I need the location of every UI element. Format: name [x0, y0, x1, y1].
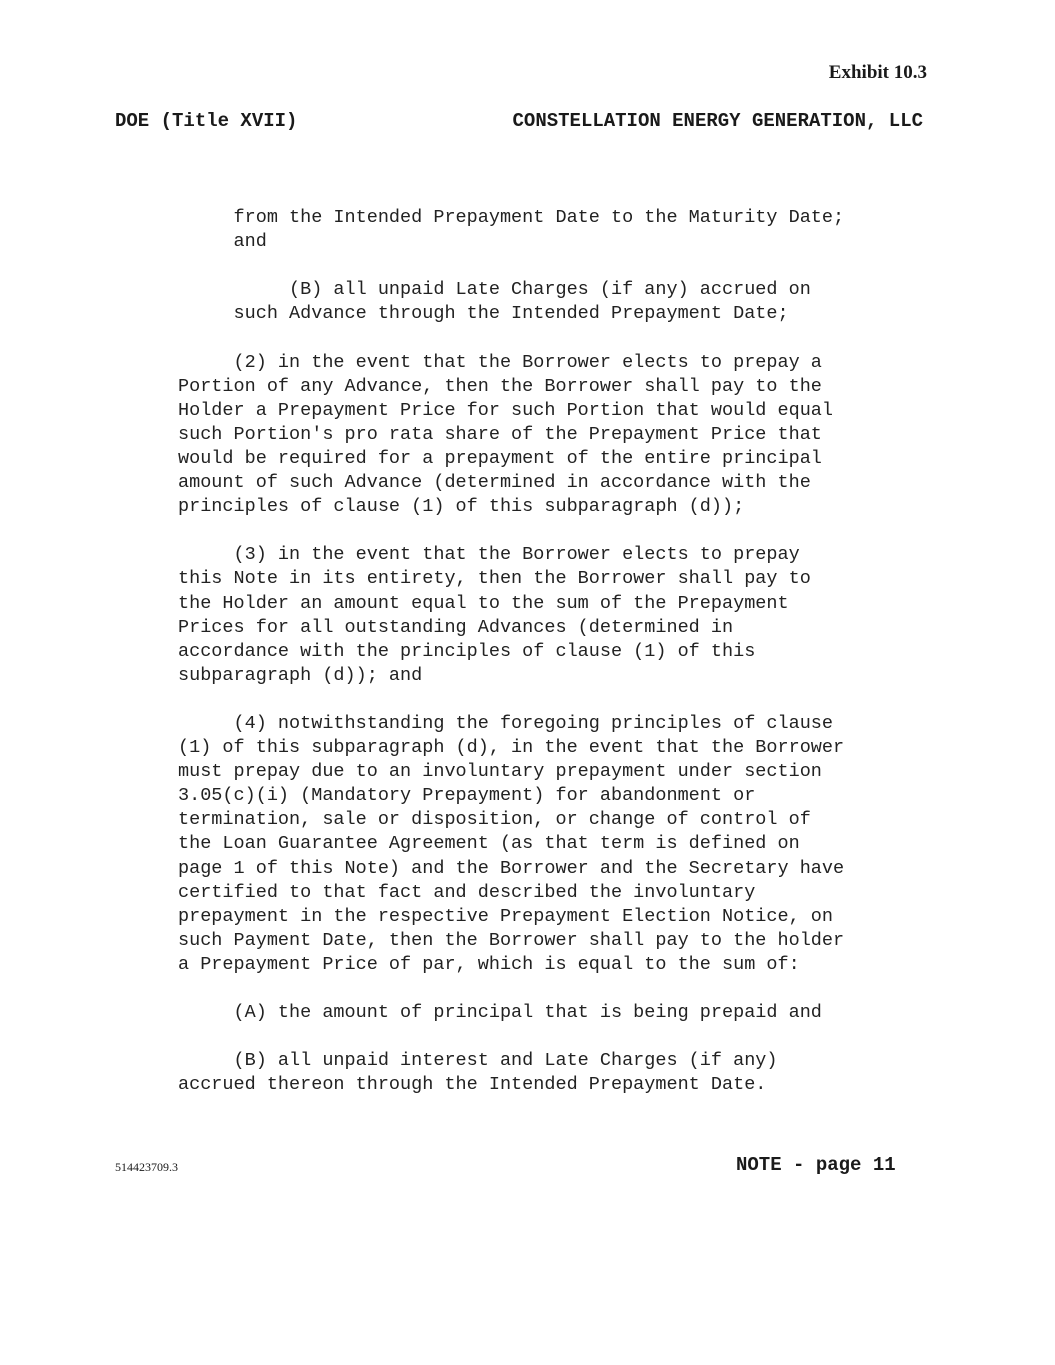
text-line: 3.05(c)(i) (Mandatory Prepayment) for abandonment or	[178, 785, 756, 807]
document-body	[178, 206, 938, 1097]
text-line: principles of clause (1) of this subparagraph (d));	[178, 496, 745, 518]
paragraph-continuation	[178, 206, 938, 254]
text-line: such Portion's pro rata share of the Prepayment Price that	[178, 423, 822, 445]
text-line: accrued thereon through the Intended Prepayment Date.	[178, 1074, 767, 1096]
text-line: (1) of this subparagraph (d), in the event that the Borrower	[178, 737, 845, 759]
text-line: from the Intended Prepayment Date to the Maturity Date;	[178, 207, 845, 228]
text-line: such Advance through the Intended Prepayment Date;	[178, 303, 789, 325]
text-line: (B) all unpaid Late Charges (if any) accrued on	[178, 279, 811, 301]
text-line: this Note in its entirety, then the Borrower shall pay to	[178, 568, 811, 590]
text-line: accordance with the principles of clause (1) of this	[178, 640, 756, 662]
paragraph-b-final	[178, 1049, 938, 1097]
text-line: subparagraph (d)); and	[178, 664, 423, 686]
exhibit-label: Exhibit 10.3	[828, 62, 927, 83]
text-line: must prepay due to an involuntary prepayment under section	[178, 761, 822, 783]
text-line: Holder a Prepayment Price for such Portion that would equal	[178, 399, 834, 421]
text-line: prepayment in the respective Prepayment Election Notice, on	[178, 905, 834, 927]
text-line: page 1 of this Note) and the Borrower and the Secretary have	[178, 857, 845, 879]
text-line: amount of such Advance (determined in accordance with the	[178, 472, 811, 494]
page-number: NOTE - page 11	[736, 1154, 896, 1176]
text-line: (A) the amount of principal that is being prepaid and	[178, 1002, 822, 1024]
document-id: 514423709.3	[115, 1160, 178, 1174]
text-line: Prices for all outstanding Advances (determined in	[178, 616, 734, 638]
text-line: the Holder an amount equal to the sum of the Prepayment	[178, 592, 789, 614]
text-line: the Loan Guarantee Agreement (as that term is defined on	[178, 833, 800, 855]
text-line: (3) in the event that the Borrower elects to prepay	[178, 544, 800, 566]
header-left: DOE (Title XVII)	[115, 110, 298, 132]
text-line: certified to that fact and described the involuntary	[178, 881, 756, 903]
text-line: Portion of any Advance, then the Borrower shall pay to the	[178, 375, 822, 397]
text-line: and	[178, 231, 267, 253]
text-line: (B) all unpaid interest and Late Charges (if any)	[178, 1050, 778, 1072]
text-line: (4) notwithstanding the foregoing principles of clause	[178, 712, 834, 734]
paragraph-3	[178, 543, 938, 688]
text-line: would be required for a prepayment of the entire principal	[178, 447, 822, 469]
text-line: (2) in the event that the Borrower elects to prepay a	[178, 351, 822, 373]
paragraph-a	[178, 1001, 938, 1025]
text-line: termination, sale or disposition, or change of control of	[178, 809, 811, 831]
paragraph-2	[178, 351, 938, 520]
paragraph-4	[178, 712, 938, 977]
header-right: CONSTELLATION ENERGY GENERATION, LLC	[512, 110, 923, 132]
paragraph-b	[178, 278, 938, 326]
text-line: a Prepayment Price of par, which is equal to the sum of:	[178, 953, 800, 975]
text-line: such Payment Date, then the Borrower shall pay to the holder	[178, 929, 845, 951]
